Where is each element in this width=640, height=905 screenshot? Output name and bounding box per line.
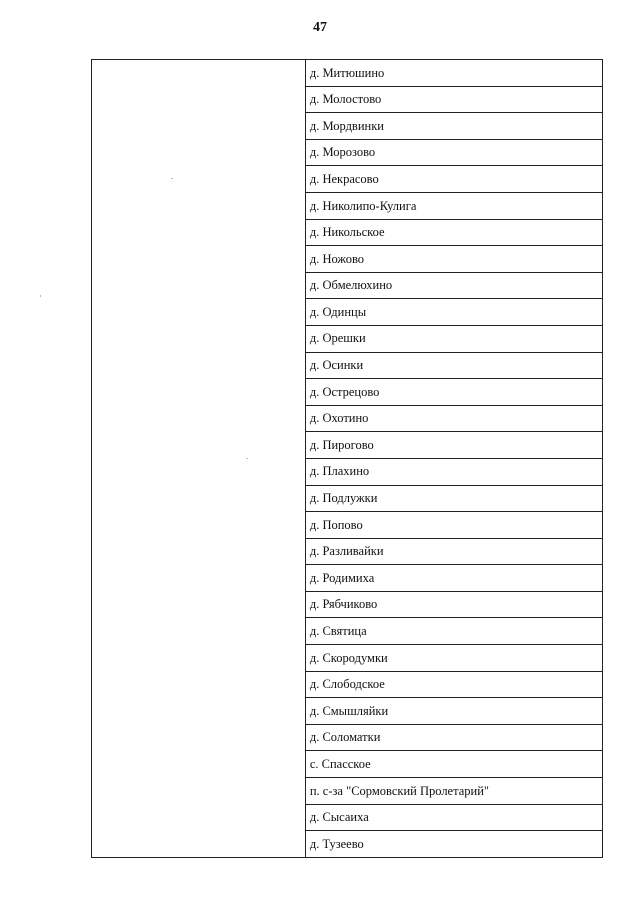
settlement-name-cell: д. Одинцы xyxy=(305,299,602,326)
table-row xyxy=(92,60,603,87)
settlement-name-cell: д. Некрасово xyxy=(305,166,602,193)
settlement-name-cell: д. Обмелюхино xyxy=(305,272,602,299)
scan-speck xyxy=(40,295,41,297)
settlement-name-cell: д. Попово xyxy=(305,512,602,539)
settlement-name-cell: д. Сысаиха xyxy=(305,804,602,831)
settlement-name-cell: д. Слободское xyxy=(305,671,602,698)
settlement-name-cell: д. Святица xyxy=(305,618,602,645)
settlement-name-cell: д. Смышляйки xyxy=(305,698,602,725)
settlement-name-cell: д. Никольское xyxy=(305,219,602,246)
settlement-name-cell: п. с-за "Сормовский Пролетарий" xyxy=(305,778,602,805)
settlement-name-cell: д. Скородумки xyxy=(305,645,602,672)
settlement-name-cell: д. Мордвинки xyxy=(305,113,602,140)
district-cell xyxy=(92,60,306,858)
settlement-name-cell: д. Орешки xyxy=(305,325,602,352)
settlement-name-cell: д. Осинки xyxy=(305,352,602,379)
settlement-name-cell: д. Молостово xyxy=(305,86,602,113)
settlement-name-cell: д. Рябчиково xyxy=(305,591,602,618)
settlement-name-cell: д. Николипо-Кулига xyxy=(305,192,602,219)
page-number: 47 xyxy=(313,20,327,35)
settlements-table xyxy=(91,59,603,858)
settlement-name-cell: д. Тузеево xyxy=(305,831,602,858)
settlement-name-cell: д. Плахино xyxy=(305,458,602,485)
settlement-name-cell: д. Подлужки xyxy=(305,485,602,512)
settlement-name-cell: д. Охотино xyxy=(305,405,602,432)
settlement-name-cell: д. Пирогово xyxy=(305,432,602,459)
settlement-name-cell: д. Острецово xyxy=(305,379,602,406)
settlement-name-cell: д. Ножово xyxy=(305,246,602,273)
settlement-name-cell: д. Митюшино xyxy=(305,60,602,87)
settlement-name-cell: д. Родимиха xyxy=(305,565,602,592)
settlement-name-cell: д. Морозово xyxy=(305,139,602,166)
settlement-name-cell: с. Спасское xyxy=(305,751,602,778)
settlement-name-cell: д. Разливайки xyxy=(305,538,602,565)
settlement-name-cell: д. Соломатки xyxy=(305,724,602,751)
